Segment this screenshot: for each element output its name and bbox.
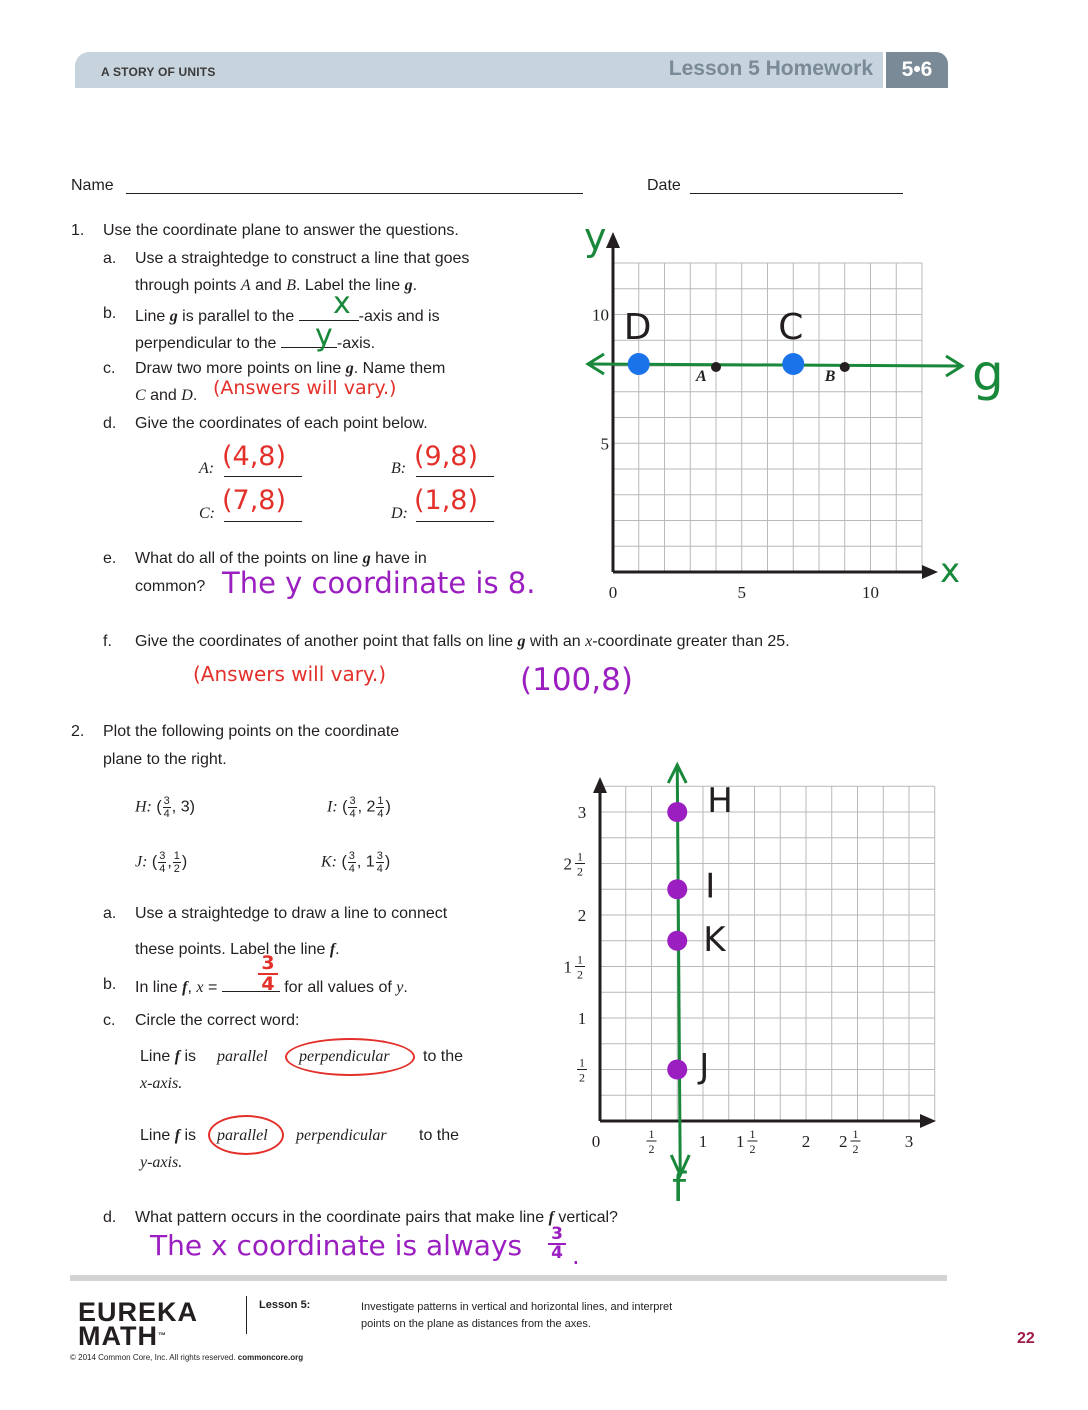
q2c-row1-parallel[interactable]: parallel bbox=[217, 1048, 268, 1065]
q1a-letter: a. bbox=[103, 250, 117, 267]
svg-text:3: 3 bbox=[904, 1132, 914, 1151]
q1d-blank-a[interactable] bbox=[224, 476, 302, 477]
q2-point-k: K: ( $\frac{3}{4}$ , 1 $\frac{3}{4}$ ) bbox=[321, 850, 391, 875]
q1e-answer: The y coordinate is 8. bbox=[222, 566, 536, 600]
point-b bbox=[840, 362, 850, 372]
footer-description: Investigate patterns in vertical and horizontal lines, and interpret points on the plane as distances from the axes. bbox=[361, 1301, 673, 1330]
graph2-y-tick-label bbox=[564, 850, 586, 879]
point-a bbox=[711, 362, 721, 372]
point-label-b: B bbox=[824, 368, 836, 385]
graph2-x-tick-label bbox=[647, 1127, 657, 1156]
q2-point-i: I: ( $\frac{3}{4}$ , 2 $\frac{1}{4}$ ) bbox=[327, 795, 391, 820]
graph1-axes bbox=[606, 232, 938, 579]
q2c-row1-answer-circle bbox=[285, 1038, 415, 1076]
svg-text:0: 0 bbox=[591, 1132, 601, 1151]
graph1-y-tick-label: 5 bbox=[600, 434, 609, 454]
plotted-point-label-d: D bbox=[623, 307, 652, 348]
q2-line1: Plot the following points on the coordinate bbox=[103, 723, 400, 740]
q2c-row2-perpendicular[interactable]: perpendicular bbox=[296, 1127, 387, 1144]
svg-text:2: 2 bbox=[839, 1132, 848, 1151]
series-title: A STORY OF UNITS bbox=[101, 65, 216, 79]
q2a-line2: these points. Label the line f. bbox=[135, 941, 340, 958]
q1c-line2: C and D. bbox=[135, 387, 198, 404]
q1e-line1: What do all of the points on line g have in bbox=[135, 550, 427, 567]
q2d-answer-period: . bbox=[572, 1242, 580, 1270]
q1b-line2: perpendicular to the -axis. bbox=[135, 331, 375, 354]
q1d-answer-d: (1,8) bbox=[414, 485, 479, 516]
q2c-row2-to: to the bbox=[419, 1127, 460, 1144]
q1d-label-d: D: bbox=[391, 505, 408, 522]
q2c-row2-parallel[interactable]: parallel bbox=[217, 1127, 268, 1144]
plotted-point-i bbox=[667, 879, 687, 899]
svg-text:3: 3 bbox=[577, 803, 587, 822]
q2d-letter: d. bbox=[103, 1209, 117, 1226]
q1e-letter: e. bbox=[103, 550, 117, 567]
q1d-text: Give the coordinates of each point below. bbox=[135, 415, 428, 432]
graph2-x-tick-label bbox=[736, 1127, 758, 1156]
q1b-answer-x: x bbox=[333, 286, 351, 321]
q2c-row2-answer-circle bbox=[208, 1115, 284, 1155]
plotted-point-h bbox=[667, 802, 687, 822]
footer-rule bbox=[70, 1275, 947, 1281]
q1d-label-c: C: bbox=[199, 505, 215, 522]
q2d-text: What pattern occurs in the coordinate pairs that make line f vertical? bbox=[135, 1209, 618, 1226]
svg-text:2: 2 bbox=[749, 1142, 756, 1156]
date-field[interactable] bbox=[690, 193, 903, 194]
graph2-x-tick-label bbox=[802, 1132, 811, 1151]
q1f-annotation: (Answers will vary.) bbox=[193, 662, 387, 686]
graph2-y-tick-label bbox=[577, 1056, 587, 1085]
q1b-answer-y: y bbox=[315, 318, 333, 353]
svg-text:1: 1 bbox=[563, 957, 572, 977]
graph2-line-label: f bbox=[672, 1165, 687, 1210]
graph1-x-tick-label: 10 bbox=[862, 583, 879, 602]
q2c-row2-axis: y-axis. bbox=[140, 1154, 183, 1171]
svg-text:2: 2 bbox=[801, 1132, 811, 1151]
svg-text:1: 1 bbox=[852, 1127, 859, 1141]
plotted-point-j bbox=[667, 1060, 687, 1080]
graph1-line-label: g bbox=[972, 344, 1004, 402]
svg-text:1: 1 bbox=[736, 1132, 745, 1151]
q2c-row1-to: to the bbox=[423, 1048, 464, 1065]
q1b-letter: b. bbox=[103, 305, 117, 322]
graph2-x-tick-label bbox=[839, 1127, 861, 1156]
q2c-text: Circle the correct word: bbox=[135, 1012, 300, 1029]
svg-text:1: 1 bbox=[577, 1009, 587, 1028]
graph2-x-tick-label bbox=[592, 1132, 601, 1151]
date-label: Date bbox=[647, 177, 681, 194]
q1c-annotation: (Answers will vary.) bbox=[213, 377, 397, 399]
q1d-label-a: A: bbox=[199, 460, 215, 477]
q1d-answer-a: (4,8) bbox=[222, 441, 287, 472]
coordinate-plane-2 bbox=[560, 755, 960, 1210]
svg-text:1: 1 bbox=[577, 952, 583, 967]
q2c-row1: Line f is bbox=[140, 1048, 197, 1065]
q1d-letter: d. bbox=[103, 415, 117, 432]
graph1-x-axis-label: x bbox=[940, 551, 961, 591]
q1d-blank-d[interactable] bbox=[416, 521, 494, 522]
q1f-answer: (100,8) bbox=[520, 662, 633, 698]
q2b-answer: 3 4 bbox=[258, 954, 278, 994]
q1c-line1: Draw two more points on line g. Name them bbox=[135, 360, 446, 377]
q1f-text: Give the coordinates of another point that falls on line g with an x-coordinate greater than 25. bbox=[135, 633, 790, 650]
q2c-row2: Line f is bbox=[140, 1127, 197, 1144]
header-bar bbox=[75, 52, 883, 88]
line-f bbox=[668, 765, 689, 1175]
q2a-letter: a. bbox=[103, 905, 117, 922]
name-label: Name bbox=[71, 177, 114, 194]
svg-text:2: 2 bbox=[648, 1142, 655, 1156]
eureka-math-logo: EUREKA MATH™ bbox=[78, 1297, 199, 1351]
q1b-line1: Line g is parallel to the -axis and is bbox=[135, 304, 440, 327]
grade-module-badge: 5•6 bbox=[886, 52, 948, 88]
q2-point-h: H: ( $\frac{3}{4}$ , 3) bbox=[135, 795, 195, 820]
q2d-answer: The x coordinate is always bbox=[150, 1229, 523, 1262]
q1-number: 1. bbox=[71, 222, 85, 239]
plotted-point-label-j: J bbox=[699, 1046, 710, 1087]
graph1-y-tick-label: 10 bbox=[592, 305, 609, 325]
q1d-answer-c: (7,8) bbox=[222, 485, 287, 516]
lesson-title: Lesson 5 Homework bbox=[668, 57, 873, 80]
q1d-blank-c[interactable] bbox=[224, 521, 302, 522]
q2d-answer-fraction: 3 4 bbox=[548, 1226, 566, 1262]
svg-text:2: 2 bbox=[577, 967, 583, 982]
plotted-point-label-c: C bbox=[778, 307, 804, 348]
plotted-point-label-h: H bbox=[707, 781, 733, 821]
graph1-y-axis-label: y bbox=[584, 215, 607, 259]
graph2-y-tick-label bbox=[578, 906, 587, 925]
graph2-y-tick-label bbox=[578, 1009, 587, 1028]
svg-text:2: 2 bbox=[577, 906, 587, 925]
graph2-x-tick-label bbox=[905, 1132, 914, 1151]
svg-text:2: 2 bbox=[852, 1142, 859, 1156]
plotted-point-d bbox=[628, 353, 650, 375]
footer-divider bbox=[246, 1296, 247, 1334]
q1d-blank-b[interactable] bbox=[416, 476, 494, 477]
plotted-point-label-i: I bbox=[705, 866, 716, 907]
graph2-y-tick-label bbox=[564, 953, 586, 982]
q2c-letter: c. bbox=[103, 1012, 116, 1029]
coordinate-plane-1 bbox=[570, 210, 1050, 610]
name-field[interactable] bbox=[126, 193, 583, 194]
q2-number: 2. bbox=[71, 723, 85, 740]
footer-copyright: © 2014 Common Core, Inc. All rights reserved. commoncore.org bbox=[70, 1353, 304, 1362]
plotted-point-c bbox=[782, 353, 804, 375]
page-number: 22 bbox=[1017, 1330, 1035, 1347]
q1d-label-b: B: bbox=[391, 460, 407, 477]
q2b-text: In line f, x = for all values of y. bbox=[135, 975, 408, 998]
graph2-grid bbox=[600, 786, 935, 1121]
q1d-answer-b: (9,8) bbox=[414, 441, 479, 472]
graph1-grid bbox=[613, 263, 922, 572]
graph2-y-tick-label bbox=[578, 803, 587, 822]
svg-text:1: 1 bbox=[577, 849, 583, 864]
svg-text:2: 2 bbox=[579, 1070, 585, 1085]
graph2-axes bbox=[593, 777, 936, 1128]
svg-text:2: 2 bbox=[577, 864, 583, 879]
plotted-point-k bbox=[667, 931, 687, 951]
plotted-point-label-k: K bbox=[703, 919, 726, 960]
q2-line2: plane to the right. bbox=[103, 751, 227, 768]
graph2-x-tick-label bbox=[699, 1132, 708, 1151]
graph1-x-tick-label: 0 bbox=[608, 583, 618, 602]
svg-text:1: 1 bbox=[648, 1127, 655, 1141]
svg-text:1: 1 bbox=[579, 1055, 585, 1070]
footer-lesson-label: Lesson 5: bbox=[259, 1299, 311, 1311]
q1a-line1: Use a straightedge to construct a line that goes bbox=[135, 250, 470, 267]
q1-prompt: Use the coordinate plane to answer the questions. bbox=[103, 222, 459, 239]
q2c-row1-axis: x-axis. bbox=[140, 1075, 183, 1092]
point-label-a: A bbox=[696, 368, 707, 385]
svg-text:1: 1 bbox=[749, 1127, 756, 1141]
q2c-row1-perpendicular[interactable]: perpendicular bbox=[299, 1048, 390, 1065]
graph1-x-tick-label: 5 bbox=[737, 583, 746, 602]
q2b-letter: b. bbox=[103, 976, 117, 993]
q1e-line2: common? bbox=[135, 578, 206, 595]
q2a-line1: Use a straightedge to draw a line to connect bbox=[135, 905, 448, 922]
q1f-letter: f. bbox=[103, 633, 112, 650]
svg-text:1: 1 bbox=[698, 1132, 708, 1151]
q1c-letter: c. bbox=[103, 360, 116, 377]
q1a-line2: through points A and B. Label the line g. bbox=[135, 277, 418, 294]
q2-point-j: J: ( $\frac{3}{4}$ , $\frac{1}{2}$ ) bbox=[135, 850, 188, 875]
svg-text:2: 2 bbox=[563, 854, 572, 874]
